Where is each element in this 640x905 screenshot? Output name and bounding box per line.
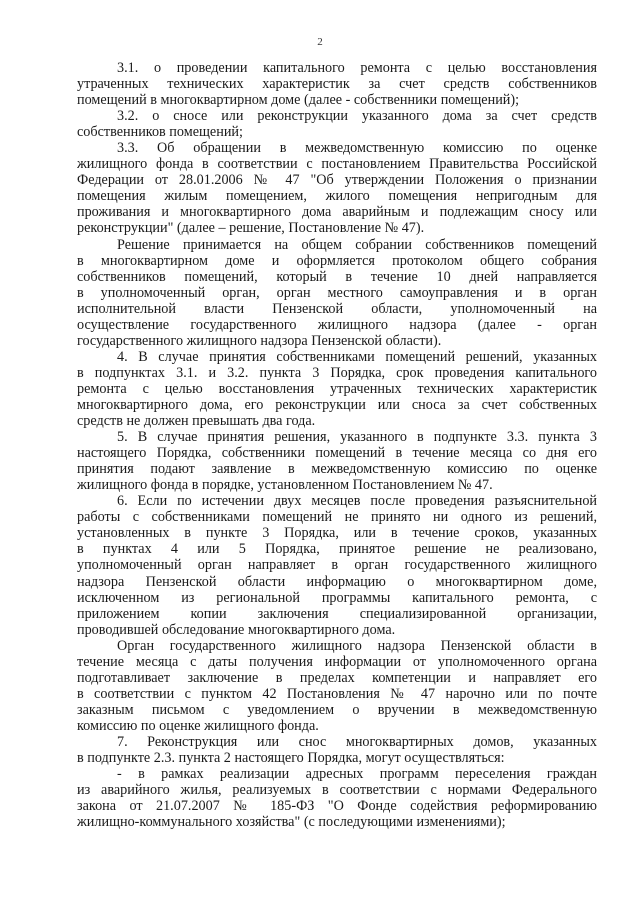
text-line: средств не должен превышать два года. <box>77 413 316 430</box>
text-line: подготавливает заключение в пределах компетенции и направляет его <box>77 669 597 686</box>
text-line: помещения жилым помещением, жилого помещения непригодным для <box>77 188 597 205</box>
text-line: проживания и многоквартирного дома аварийным и подлежащим сносу или <box>77 204 597 221</box>
text-line: настоящего Порядка, собственники помещений в течение месяца со дня его <box>77 445 597 462</box>
paragraph <box>77 349 597 429</box>
text-line: исполнительной власти Пензенской области, уполномоченный на <box>77 300 597 317</box>
text-line: установленных в пункте 3 Порядка, или в течение сроков, указанных <box>77 525 597 542</box>
text-line: закона от 21.07.2007 № 185-ФЗ "О Фонде содействия реформированию <box>77 798 597 815</box>
text-line: 3.1. о проведении капитального ремонта с целью восстановления <box>117 60 597 76</box>
text-line: 3.3. Об обращении в межведомственную комиссию по оценке <box>117 140 597 157</box>
text-line: реконструкции" (далее – решение, Постановление № 47). <box>77 220 425 237</box>
text-line: из аварийного жилья, реализуемых в соответствии с нормами Федерального <box>77 782 597 799</box>
text-line: в подпункте 2.3. пункта 2 настоящего Порядка, могут осуществляться: <box>77 750 505 767</box>
text-line: Федерации от 28.01.2006 № 47 "Об утверждении Положения о признании <box>77 172 597 189</box>
text-line: исключенном из региональной программы капитального ремонта, с <box>77 589 597 606</box>
text-line: Решение принимается на общем собрании собственников помещений <box>117 236 597 253</box>
text-line: заказным письмом с уведомлением о вручении в межведомственную <box>77 701 597 718</box>
text-line: в соответствии с пунктом 42 Постановления № 47 нарочно или по почте <box>77 685 597 702</box>
text-line: надзора Пензенской области информацию о многоквартирном доме, <box>77 573 597 590</box>
text-line: комиссию по оценке жилищного фонда. <box>77 717 319 734</box>
text-line: в пунктах 4 или 5 Порядка, принятое решение не реализовано, <box>77 541 597 558</box>
paragraph <box>77 237 597 349</box>
text-line: течение месяца с даты получения информации от уполномоченного органа <box>77 653 597 670</box>
paragraph <box>77 766 597 830</box>
paragraph <box>77 108 597 140</box>
text-line: жилищного фонда в порядке, установленном Постановлением № 47. <box>77 477 493 494</box>
text-line: 7. Реконструкция или снос многоквартирных домов, указанных <box>117 733 597 750</box>
text-line: в подпунктах 3.1. и 3.2. пункта 3 Порядка, срок проведения капитального <box>77 364 597 381</box>
text-line: 3.2. о сносе или реконструкции указанного дома за счет средств <box>117 108 597 125</box>
text-line: принятия подают заявление в межведомственную комиссию по оценке <box>77 461 597 478</box>
text-line: 4. В случае принятия собственниками помещений решений, указанных <box>117 348 597 365</box>
text-line: многоквартирного дома, его реконструкции или сноса за счет собственных <box>77 396 597 413</box>
text-line: - в рамках реализации адресных программ переселения граждан <box>117 766 597 783</box>
text-line: собственников помещений; <box>77 124 243 141</box>
text-line: государственного жилищного надзора Пензенской области). <box>77 332 442 349</box>
text-line: в многоквартирном доме и оформляется протоколом общего собрания <box>77 252 597 269</box>
paragraph <box>77 429 597 493</box>
text-line: в уполномоченный орган, орган местного самоуправления и в орган <box>77 284 597 301</box>
text-line: 5. В случае принятия решения, указанного в подпункте 3.3. пункта 3 <box>117 429 597 446</box>
text-line: уполномоченный орган направляет в орган государственного жилищного <box>77 557 597 574</box>
text-line: собственников помещений, который в течение 10 дней направляется <box>77 268 597 285</box>
text-line: работы с собственниками помещений не принято ни одного из решений, <box>77 509 597 526</box>
text-line: осуществление государственного жилищного надзора (далее - орган <box>77 316 597 333</box>
document-body <box>77 60 597 830</box>
text-line: помещений в многоквартирном доме (далее - собственники помещений); <box>77 92 520 109</box>
paragraph <box>77 493 597 637</box>
text-line: жилищно-коммунального хозяйства" (с последующими изменениями); <box>77 814 506 831</box>
paragraph <box>77 140 597 236</box>
text-line: утраченных технических характеристик за счет средств собственников <box>77 76 597 93</box>
text-line: ремонта с целью восстановления утраченных технических характеристик <box>77 380 597 397</box>
paragraph <box>77 734 597 766</box>
text-line: проводившей обследование многоквартирного дома. <box>77 621 396 638</box>
text-line: жилищного фонда в соответствии с постановлением Правительства Российской <box>77 156 597 173</box>
paragraph <box>77 60 597 108</box>
text-line: приложением копии заключения специализированной организации, <box>77 605 597 622</box>
page-number: 2 <box>317 36 323 48</box>
text-line: Орган государственного жилищного надзора Пензенской области в <box>117 637 597 654</box>
paragraph <box>77 638 597 734</box>
text-line: 6. Если по истечении двух месяцев после проведения разъяснительной <box>117 493 597 510</box>
